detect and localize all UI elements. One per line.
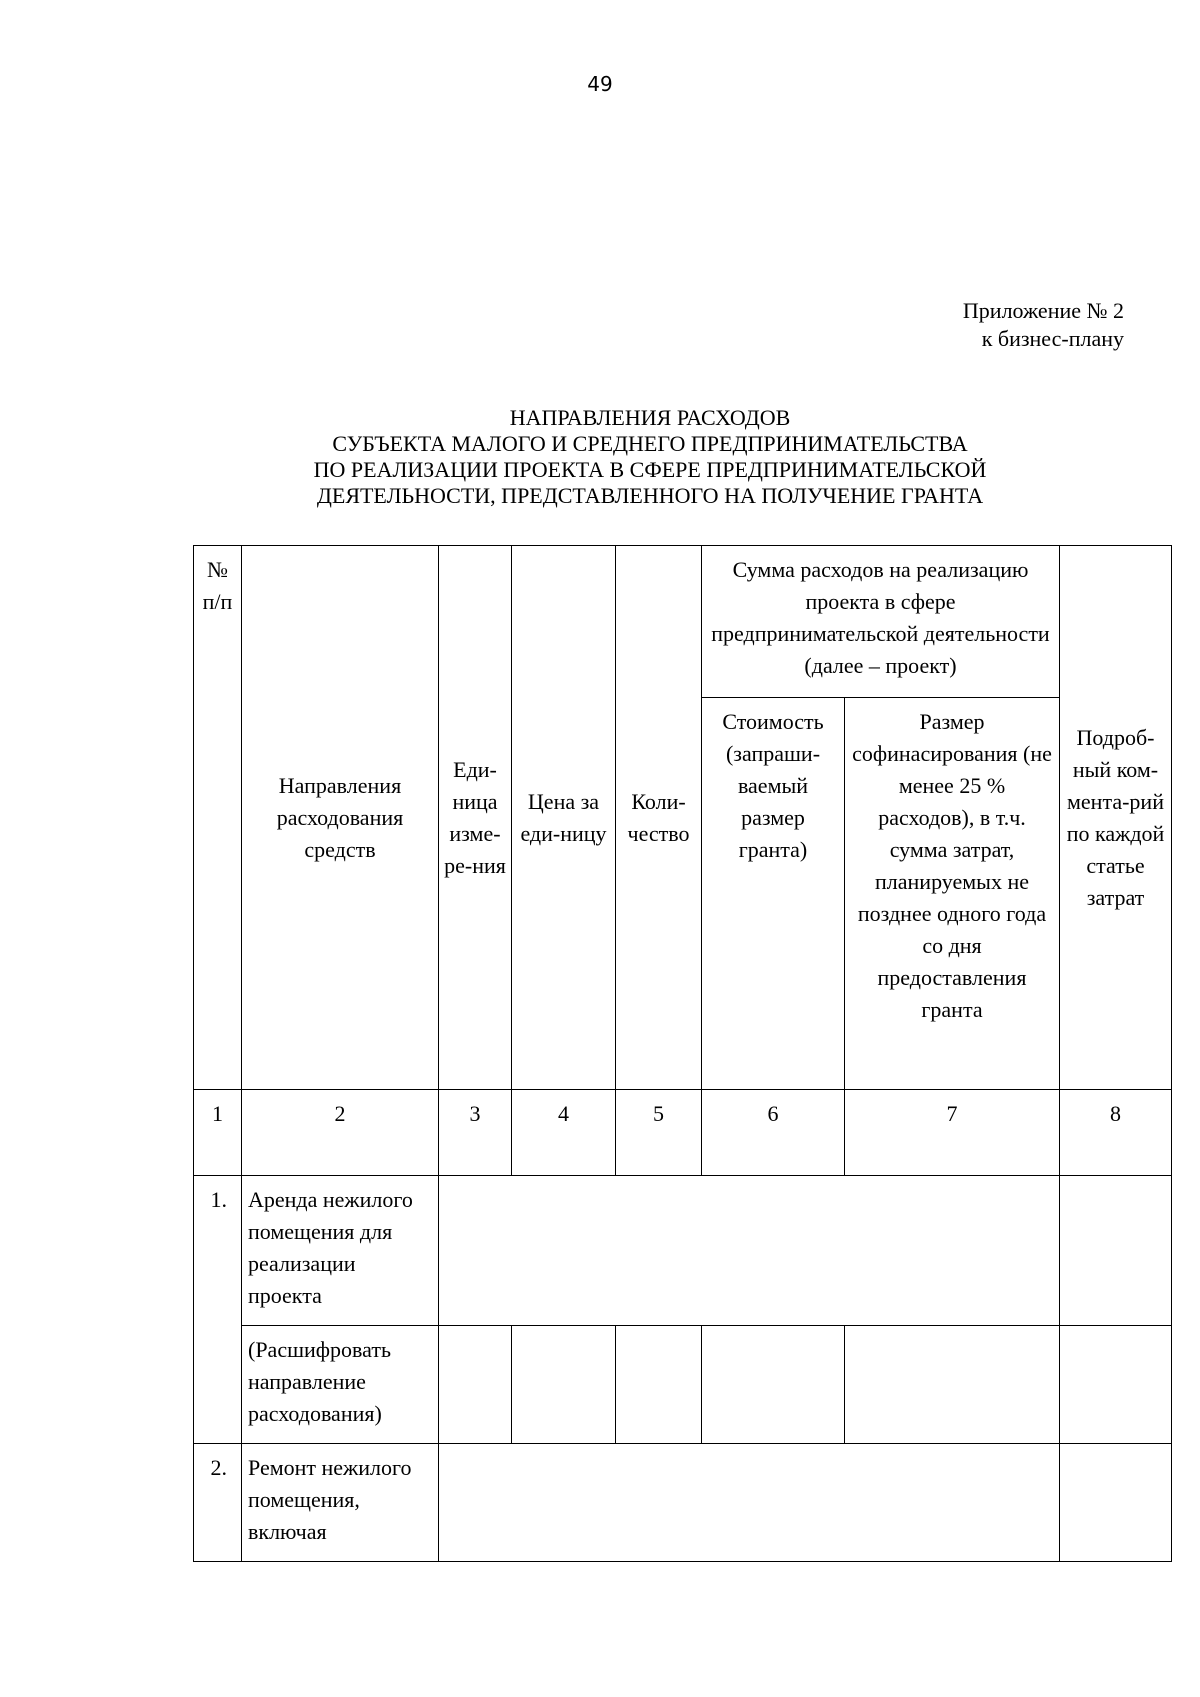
column-number: 3 xyxy=(439,1090,512,1176)
merged-empty-cell xyxy=(439,1176,1060,1326)
column-number: 6 xyxy=(702,1090,845,1176)
column-number: 1 xyxy=(194,1090,242,1176)
title-line-4: ДЕЯТЕЛЬНОСТИ, ПРЕДСТАВЛЕННОГО НА ПОЛУЧЕНИЕ ГРАНТА xyxy=(316,483,984,508)
header-cofinancing: Размер софинасирования (не менее 25 % расходов), в т.ч. сумма затрат, планируемых не позднее одного года со дня предоставления гранта xyxy=(845,698,1060,1090)
column-number: 5 xyxy=(616,1090,702,1176)
appendix-reference xyxy=(963,297,1124,353)
merged-empty-cell xyxy=(439,1444,1060,1562)
column-number-row xyxy=(194,1090,1172,1176)
column-number: 2 xyxy=(242,1090,439,1176)
header-unit: Еди-ница изме-ре-ния xyxy=(439,546,512,1090)
empty-cell xyxy=(616,1326,702,1444)
column-number: 7 xyxy=(845,1090,1060,1176)
empty-cell xyxy=(512,1326,616,1444)
comment-cell xyxy=(1060,1176,1172,1326)
header-direction: Направления расходования средств xyxy=(242,546,439,1090)
empty-cell xyxy=(702,1326,845,1444)
empty-cell xyxy=(1060,1326,1172,1444)
header-quantity: Коли-чество xyxy=(616,546,702,1090)
empty-cell xyxy=(439,1326,512,1444)
header-price: Цена за еди-ницу xyxy=(512,546,616,1090)
column-number: 4 xyxy=(512,1090,616,1176)
column-number: 8 xyxy=(1060,1090,1172,1176)
appendix-line-1: Приложение № 2 xyxy=(962,298,1124,323)
row-number: 2. xyxy=(194,1444,242,1562)
page-number: 49 xyxy=(587,72,613,96)
row-detail: (Расшифровать направление расходования) xyxy=(242,1326,439,1444)
table-row xyxy=(194,1444,1172,1562)
title-line-2: СУБЪЕКТА МАЛОГО И СРЕДНЕГО ПРЕДПРИНИМАТЕЛЬСТВА xyxy=(332,431,968,456)
document-title xyxy=(190,405,1110,509)
row-name: Ремонт нежилого помещения, включая xyxy=(242,1444,439,1562)
table-row xyxy=(194,1176,1172,1326)
appendix-line-2: к бизнес-плану xyxy=(981,326,1124,351)
table-row xyxy=(194,1326,1172,1444)
title-line-1: НАПРАВЛЕНИЯ РАСХОДОВ xyxy=(509,405,791,430)
empty-cell xyxy=(845,1326,1060,1444)
row-number: 1. xyxy=(194,1176,242,1444)
row-name: Аренда нежилого помещения для реализации проекта xyxy=(242,1176,439,1326)
comment-cell xyxy=(1060,1444,1172,1562)
expenses-table xyxy=(193,545,1172,1562)
title-line-3: ПО РЕАЛИЗАЦИИ ПРОЕКТА В СФЕРЕ ПРЕДПРИНИМАТЕЛЬСКОЙ xyxy=(313,457,987,482)
header-comment: Подроб-ный ком-мента-рий по каждой статье затрат xyxy=(1060,546,1172,1090)
header-number: № п/п xyxy=(194,546,242,1090)
header-cost: Стоимость (запраши-ваемый размер гранта) xyxy=(702,698,845,1090)
header-sum-group: Сумма расходов на реализацию проекта в сфере предпринимательской деятельности (далее – проект) xyxy=(702,546,1060,698)
